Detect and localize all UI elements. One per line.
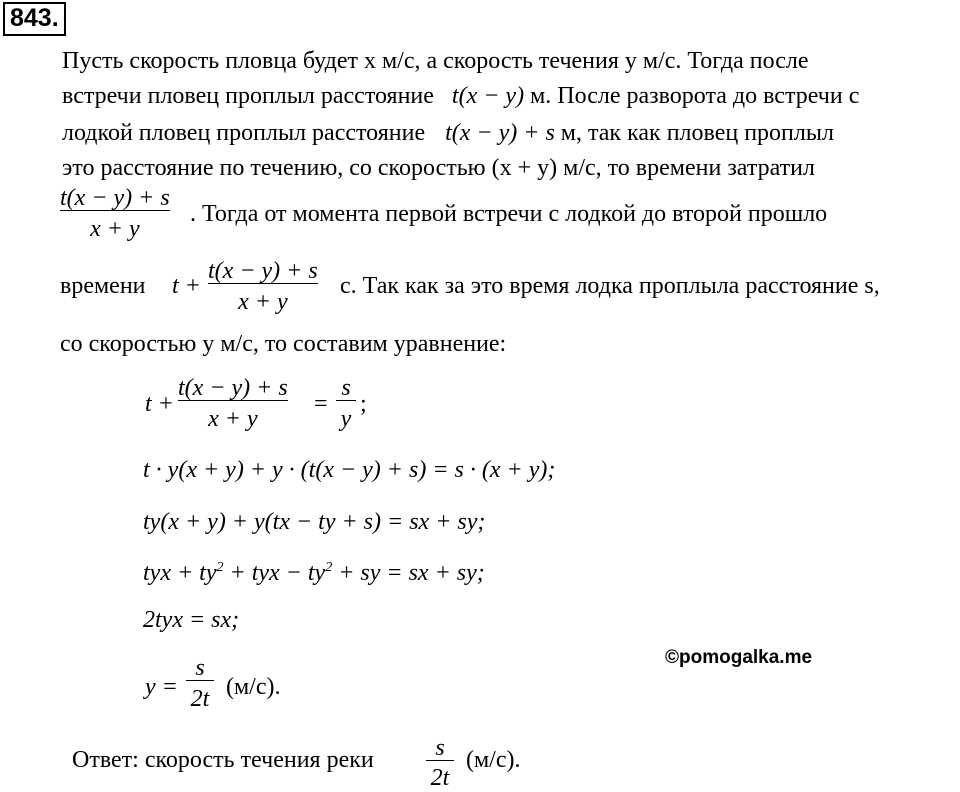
eq1-equals: = [314,391,328,417]
answer-text: Ответ: скорость течения реки [72,747,374,773]
text-line-1: Пусть скорость пловца будет x м/с, а скорость течения y м/с. Тогда после [62,48,809,74]
eq1-left-denominator: x + y [208,406,258,432]
text-line-4: это расстояние по течению, со скоростью (x + y) м/с, то времени затратил [62,155,815,181]
math-distance-1: t(x − y) [451,83,525,109]
text-line-6-start: времени [60,273,146,299]
problem-number: 843. [3,2,66,36]
equation-4-part-b: + tyx − ty [223,560,326,586]
eq6-numerator: s [195,655,205,681]
equation-4-exponent-2: 2 [325,560,333,575]
equation-4-part-a: tyx + ty [143,560,217,586]
text-line-7: со скоростью y м/с, то составим уравнение: [60,331,507,357]
fraction-time [60,186,170,241]
text-line-3-start: лодкой пловец проплыл расстояние [62,120,426,146]
equation-5: 2tyx = sx; [143,607,240,633]
math-t-plus: t + [172,273,201,299]
eq1-semicolon: ; [360,391,367,417]
eq6-unit: (м/с). [226,674,281,700]
eq6-denominator: 2t [190,686,210,712]
eq1-fraction-left [178,376,288,431]
fraction-time-numerator: t(x − y) + s [60,185,170,211]
equation-4 [143,561,485,585]
text-line-2-end: м. После разворота до встречи с [530,83,860,109]
math-distance-2: t(x − y) + s [445,120,555,146]
answer-numerator: s [435,735,445,761]
eq1-right-numerator: s [341,375,351,401]
eq6-lead: y = [145,674,178,700]
equation-3: ty(x + y) + y(tx − ty + s) = sx + sy; [143,509,486,535]
text-line-2 [62,84,859,108]
eq6-fraction [186,656,214,711]
answer-unit: (м/с). [466,747,521,773]
answer-denominator: 2t [430,765,450,791]
eq1-fraction-right [336,376,356,431]
fraction-time-denominator: x + y [90,216,140,242]
text-line-6-end: с. Так как за это время лодка проплыла расстояние s, [340,273,880,299]
fraction-total-time [208,259,318,314]
watermark: ©pomogalka.me [665,647,813,668]
equation-2: t · y(x + y) + y · (t(x − y) + s) = s · (x + y); [143,457,556,483]
text-line-3-end: м, так как пловец проплыл [560,120,834,146]
text-line-3 [62,121,834,145]
answer-fraction [426,736,454,790]
equation-4-part-c: + sy = sx + sy; [332,560,485,586]
fraction-total-time-denominator: x + y [238,289,288,315]
eq1-left-numerator: t(x − y) + s [178,375,288,401]
eq1-lead: t + [145,391,174,417]
fraction-total-time-numerator: t(x − y) + s [208,258,318,284]
eq1-right-denominator: y [340,406,352,432]
equation-4-exponent-1: 2 [216,560,224,575]
text-line-5: . Тогда от момента первой встречи с лодкой до второй прошло [190,201,828,227]
text-line-2-start: встречи пловец проплыл расстояние [62,83,434,109]
